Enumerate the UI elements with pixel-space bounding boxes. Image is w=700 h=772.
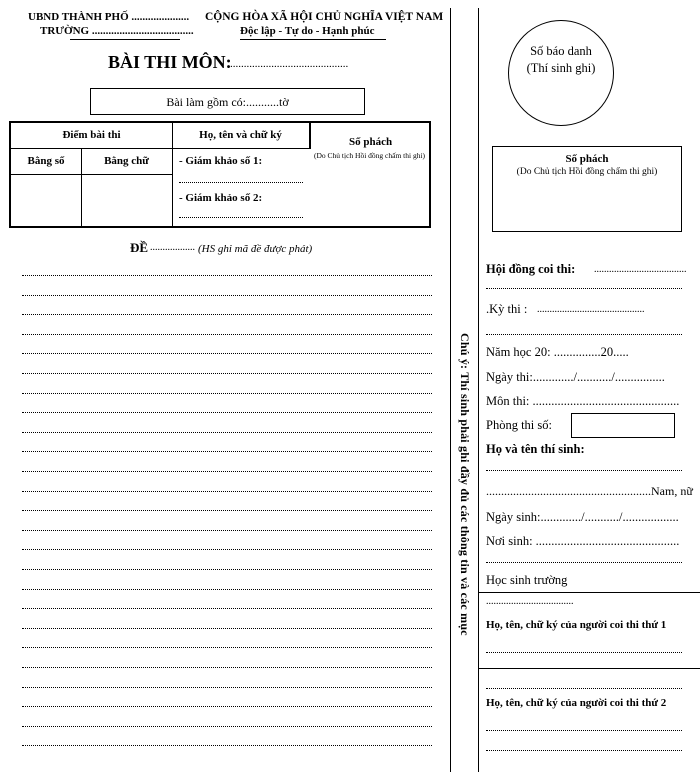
answer-line[interactable] bbox=[22, 687, 432, 688]
code-title: Số phách bbox=[349, 136, 393, 148]
answer-line[interactable] bbox=[22, 569, 432, 570]
answer-line[interactable] bbox=[22, 451, 432, 452]
exam-period-label: .Kỳ thi : bbox=[486, 302, 528, 316]
candidate-number-label: Số báo danh bbox=[530, 44, 592, 58]
exam-title-dots: ........................................... bbox=[230, 58, 349, 70]
invigilator1-label: Họ, tên, chữ ký của người coi thi thứ 1 bbox=[486, 619, 667, 631]
council-line[interactable] bbox=[486, 288, 682, 289]
de-dots: .................. bbox=[150, 242, 195, 253]
invig-top-border bbox=[479, 592, 700, 593]
pages-label: Bài làm gồm có:...........tờ bbox=[166, 95, 289, 109]
national-motto: Độc lập - Tự do - Hạnh phúc bbox=[240, 25, 375, 37]
score-divider bbox=[81, 174, 82, 226]
header-right-underline bbox=[240, 39, 386, 40]
de-label: ĐỀ bbox=[130, 240, 149, 255]
answer-line[interactable] bbox=[22, 471, 432, 472]
answer-line[interactable] bbox=[22, 628, 432, 629]
cut-line-left bbox=[450, 8, 451, 772]
birthplace[interactable]: Nơi sinh: .............................................. bbox=[486, 534, 680, 548]
invigilator2-line-b[interactable] bbox=[486, 750, 682, 751]
invigilator1-line-b[interactable] bbox=[486, 688, 682, 689]
candidate-number-note: (Thí sinh ghi) bbox=[526, 61, 596, 75]
cut-line-right bbox=[478, 8, 479, 772]
exam-period-dots[interactable]: ........................................... bbox=[537, 304, 645, 315]
answer-line[interactable] bbox=[22, 726, 432, 727]
answer-line[interactable] bbox=[22, 491, 432, 492]
examiner-header: Họ, tên và chữ ký bbox=[172, 123, 311, 149]
answer-line[interactable] bbox=[22, 295, 432, 296]
answer-line[interactable] bbox=[22, 667, 432, 668]
dob[interactable]: Ngày sinh:............./.........../.................. bbox=[486, 510, 679, 524]
score-table bbox=[9, 121, 431, 228]
answer-line[interactable] bbox=[22, 530, 432, 531]
examiner2-line[interactable] bbox=[179, 217, 303, 218]
invigilator2-line-a[interactable] bbox=[486, 730, 682, 731]
answer-line[interactable] bbox=[22, 745, 432, 746]
score-header: Điểm bài thi bbox=[11, 123, 173, 149]
name-label: Họ và tên thí sinh: bbox=[486, 442, 585, 456]
exam-period-line[interactable] bbox=[486, 334, 682, 335]
answer-line[interactable] bbox=[22, 432, 432, 433]
answer-line[interactable] bbox=[22, 412, 432, 413]
school-dots[interactable]: ................................... bbox=[486, 596, 574, 607]
answer-line[interactable] bbox=[22, 510, 432, 511]
room-label: Phòng thi số: bbox=[486, 418, 552, 432]
answer-line[interactable] bbox=[22, 549, 432, 550]
answer-line[interactable] bbox=[22, 353, 432, 354]
right-code-title: Số phách bbox=[565, 153, 609, 165]
pages-box bbox=[90, 88, 365, 115]
answer-line[interactable] bbox=[22, 706, 432, 707]
gender-line[interactable]: .......................................................Nam, nữ bbox=[486, 484, 693, 498]
school-line: TRƯỜNG ..................................... bbox=[40, 25, 194, 37]
room-input-box[interactable] bbox=[571, 413, 675, 438]
examiner1-label: - Giám khảo số 1: bbox=[179, 155, 263, 167]
subject[interactable]: Môn thi: ............................................... bbox=[486, 394, 680, 408]
answer-line[interactable] bbox=[22, 393, 432, 394]
answer-line[interactable] bbox=[22, 334, 432, 335]
right-code-note: (Do Chủ tịch Hồi đồng chấm thi ghi) bbox=[516, 167, 658, 177]
exam-date[interactable]: Ngày thi:............./.........../................ bbox=[486, 370, 665, 384]
national-title: CỘNG HÒA XÃ HỘI CHỦ NGHĨA VIỆT NAM bbox=[205, 11, 444, 23]
council-label: Hội đồng coi thi: bbox=[486, 262, 576, 276]
answer-line[interactable] bbox=[22, 373, 432, 374]
school-year[interactable]: Năm học 20: ...............20..... bbox=[486, 345, 629, 359]
answer-line[interactable] bbox=[22, 647, 432, 648]
score-words-header: Bằng chữ bbox=[81, 148, 173, 175]
header-left-underline bbox=[70, 39, 180, 40]
birthplace-line[interactable] bbox=[486, 562, 682, 563]
invigilator2-label: Họ, tên, chữ ký của người coi thi thứ 2 bbox=[486, 697, 667, 709]
examiner1-line[interactable] bbox=[179, 182, 303, 183]
right-code-box[interactable] bbox=[492, 146, 682, 232]
authority-line: UBND THÀNH PHỐ ..................... bbox=[28, 11, 190, 23]
vertical-note: Chú ý: Thí sinh phải ghi đầy đủ các thông tin và các mục bbox=[458, 333, 472, 636]
candidate-number-circle[interactable] bbox=[508, 20, 614, 126]
code-note: (Do Chủ tịch Hồi đồng chấm thi ghi) bbox=[314, 151, 426, 160]
answer-line[interactable] bbox=[22, 589, 432, 590]
de-note: (HS ghi mã đề được phát) bbox=[198, 243, 313, 255]
invig-mid-border bbox=[479, 668, 700, 669]
student-of-label: Học sinh trường bbox=[486, 573, 568, 587]
council-dots: ..................................... bbox=[594, 264, 687, 275]
examiner-divider bbox=[172, 148, 173, 226]
examiner2-label: - Giám khảo số 2: bbox=[179, 192, 263, 204]
name-line[interactable] bbox=[486, 470, 682, 471]
invigilator1-line-a[interactable] bbox=[486, 652, 682, 653]
answer-line[interactable] bbox=[22, 608, 432, 609]
answer-line[interactable] bbox=[22, 314, 432, 315]
exam-title: BÀI THI MÔN: bbox=[108, 52, 232, 72]
answer-line[interactable] bbox=[22, 275, 432, 276]
score-digits-header: Bằng số bbox=[11, 148, 82, 175]
